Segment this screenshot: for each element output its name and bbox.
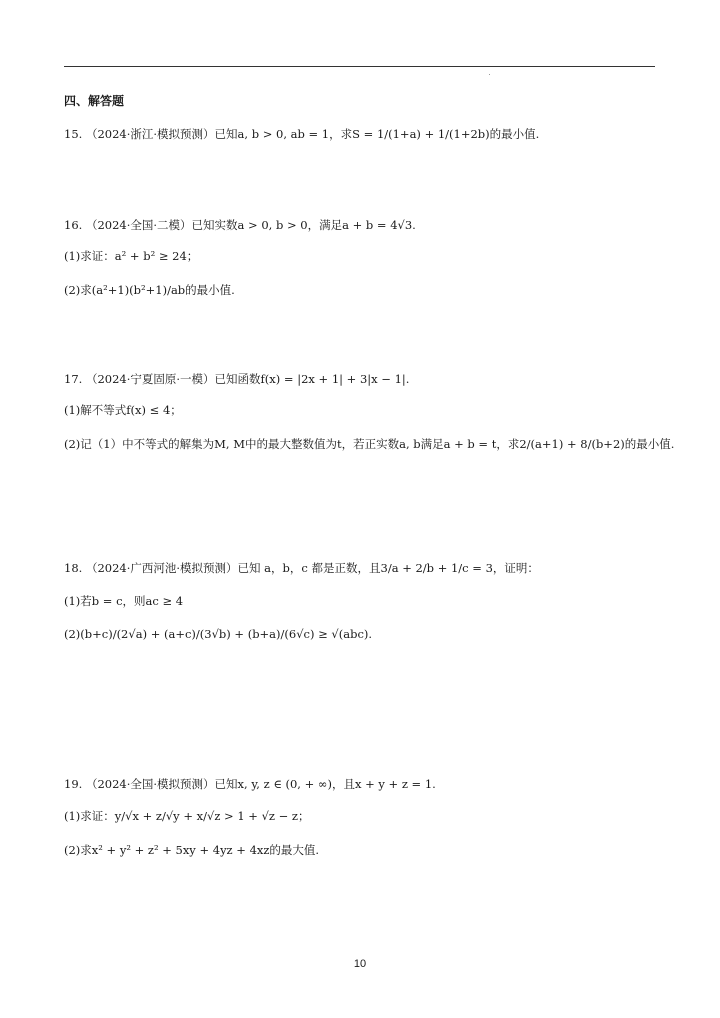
problem-17-part-1: (1)解不等式f(x) ≤ 4； [64, 403, 182, 417]
problem-19-stem [64, 776, 436, 792]
problem-16-part-1: (1)求证：a² + b² ≥ 24； [64, 249, 199, 263]
problem-text: （2024·全国·二模）已知实数a > 0, b > 0，满足a + b = 4√3. [85, 218, 416, 232]
problem-number: 16. [64, 218, 83, 232]
header-dot [489, 74, 490, 75]
problem-number: 17. [64, 372, 83, 386]
problem-17-part-2: (2)记（1）中不等式的解集为M, M中的最大整数值为t，若正实数a, b满足a + b = t，求2/(a+1) + 8/(b+2)的最小值. [64, 437, 675, 451]
problem-text: （2024·全国·模拟预测）已知x, y, z ∈ (0, + ∞)，且x + y + z = 1. [85, 777, 436, 791]
problem-number: 19. [64, 777, 83, 791]
problem-19-part-1: (1)求证：y/√x + z/√y + x/√z > 1 + √z − z； [64, 809, 310, 823]
page-number: 10 [353, 958, 367, 970]
problem-text: （2024·广西河池·模拟预测）已知 a，b，c 都是正数，且3/a + 2/b + 1/c = 3，证明： [85, 561, 539, 575]
problem-18-stem [64, 560, 539, 576]
problem-number: 15. [64, 127, 83, 141]
problem-18-part-2: (2)(b+c)/(2√a) + (a+c)/(3√b) + (b+a)/(6√c) ≥ √(abc). [64, 627, 373, 641]
problem-text: （2024·浙江·模拟预测）已知a, b > 0, ab = 1，求S = 1/(1+a) + 1/(1+2b)的最小值. [85, 127, 540, 141]
problem-18-part-1: (1)若b = c，则ac ≥ 4 [64, 594, 184, 608]
problem-number: 18. [64, 561, 83, 575]
problem-16-part-2: (2)求(a²+1)(b²+1)/ab的最小值. [64, 283, 235, 297]
problem-19-part-2: (2)求x² + y² + z² + 5xy + 4yz + 4xz的最大值. [64, 843, 320, 857]
problem-17-stem [64, 371, 409, 387]
problem-15-stem [64, 126, 539, 142]
section-title: 四、解答题 [64, 94, 125, 108]
header-rule [64, 66, 655, 67]
problem-16-stem [64, 217, 416, 233]
problem-text: （2024·宁夏固原·一模）已知函数f(x) = |2x + 1| + 3|x − 1|. [85, 372, 410, 386]
